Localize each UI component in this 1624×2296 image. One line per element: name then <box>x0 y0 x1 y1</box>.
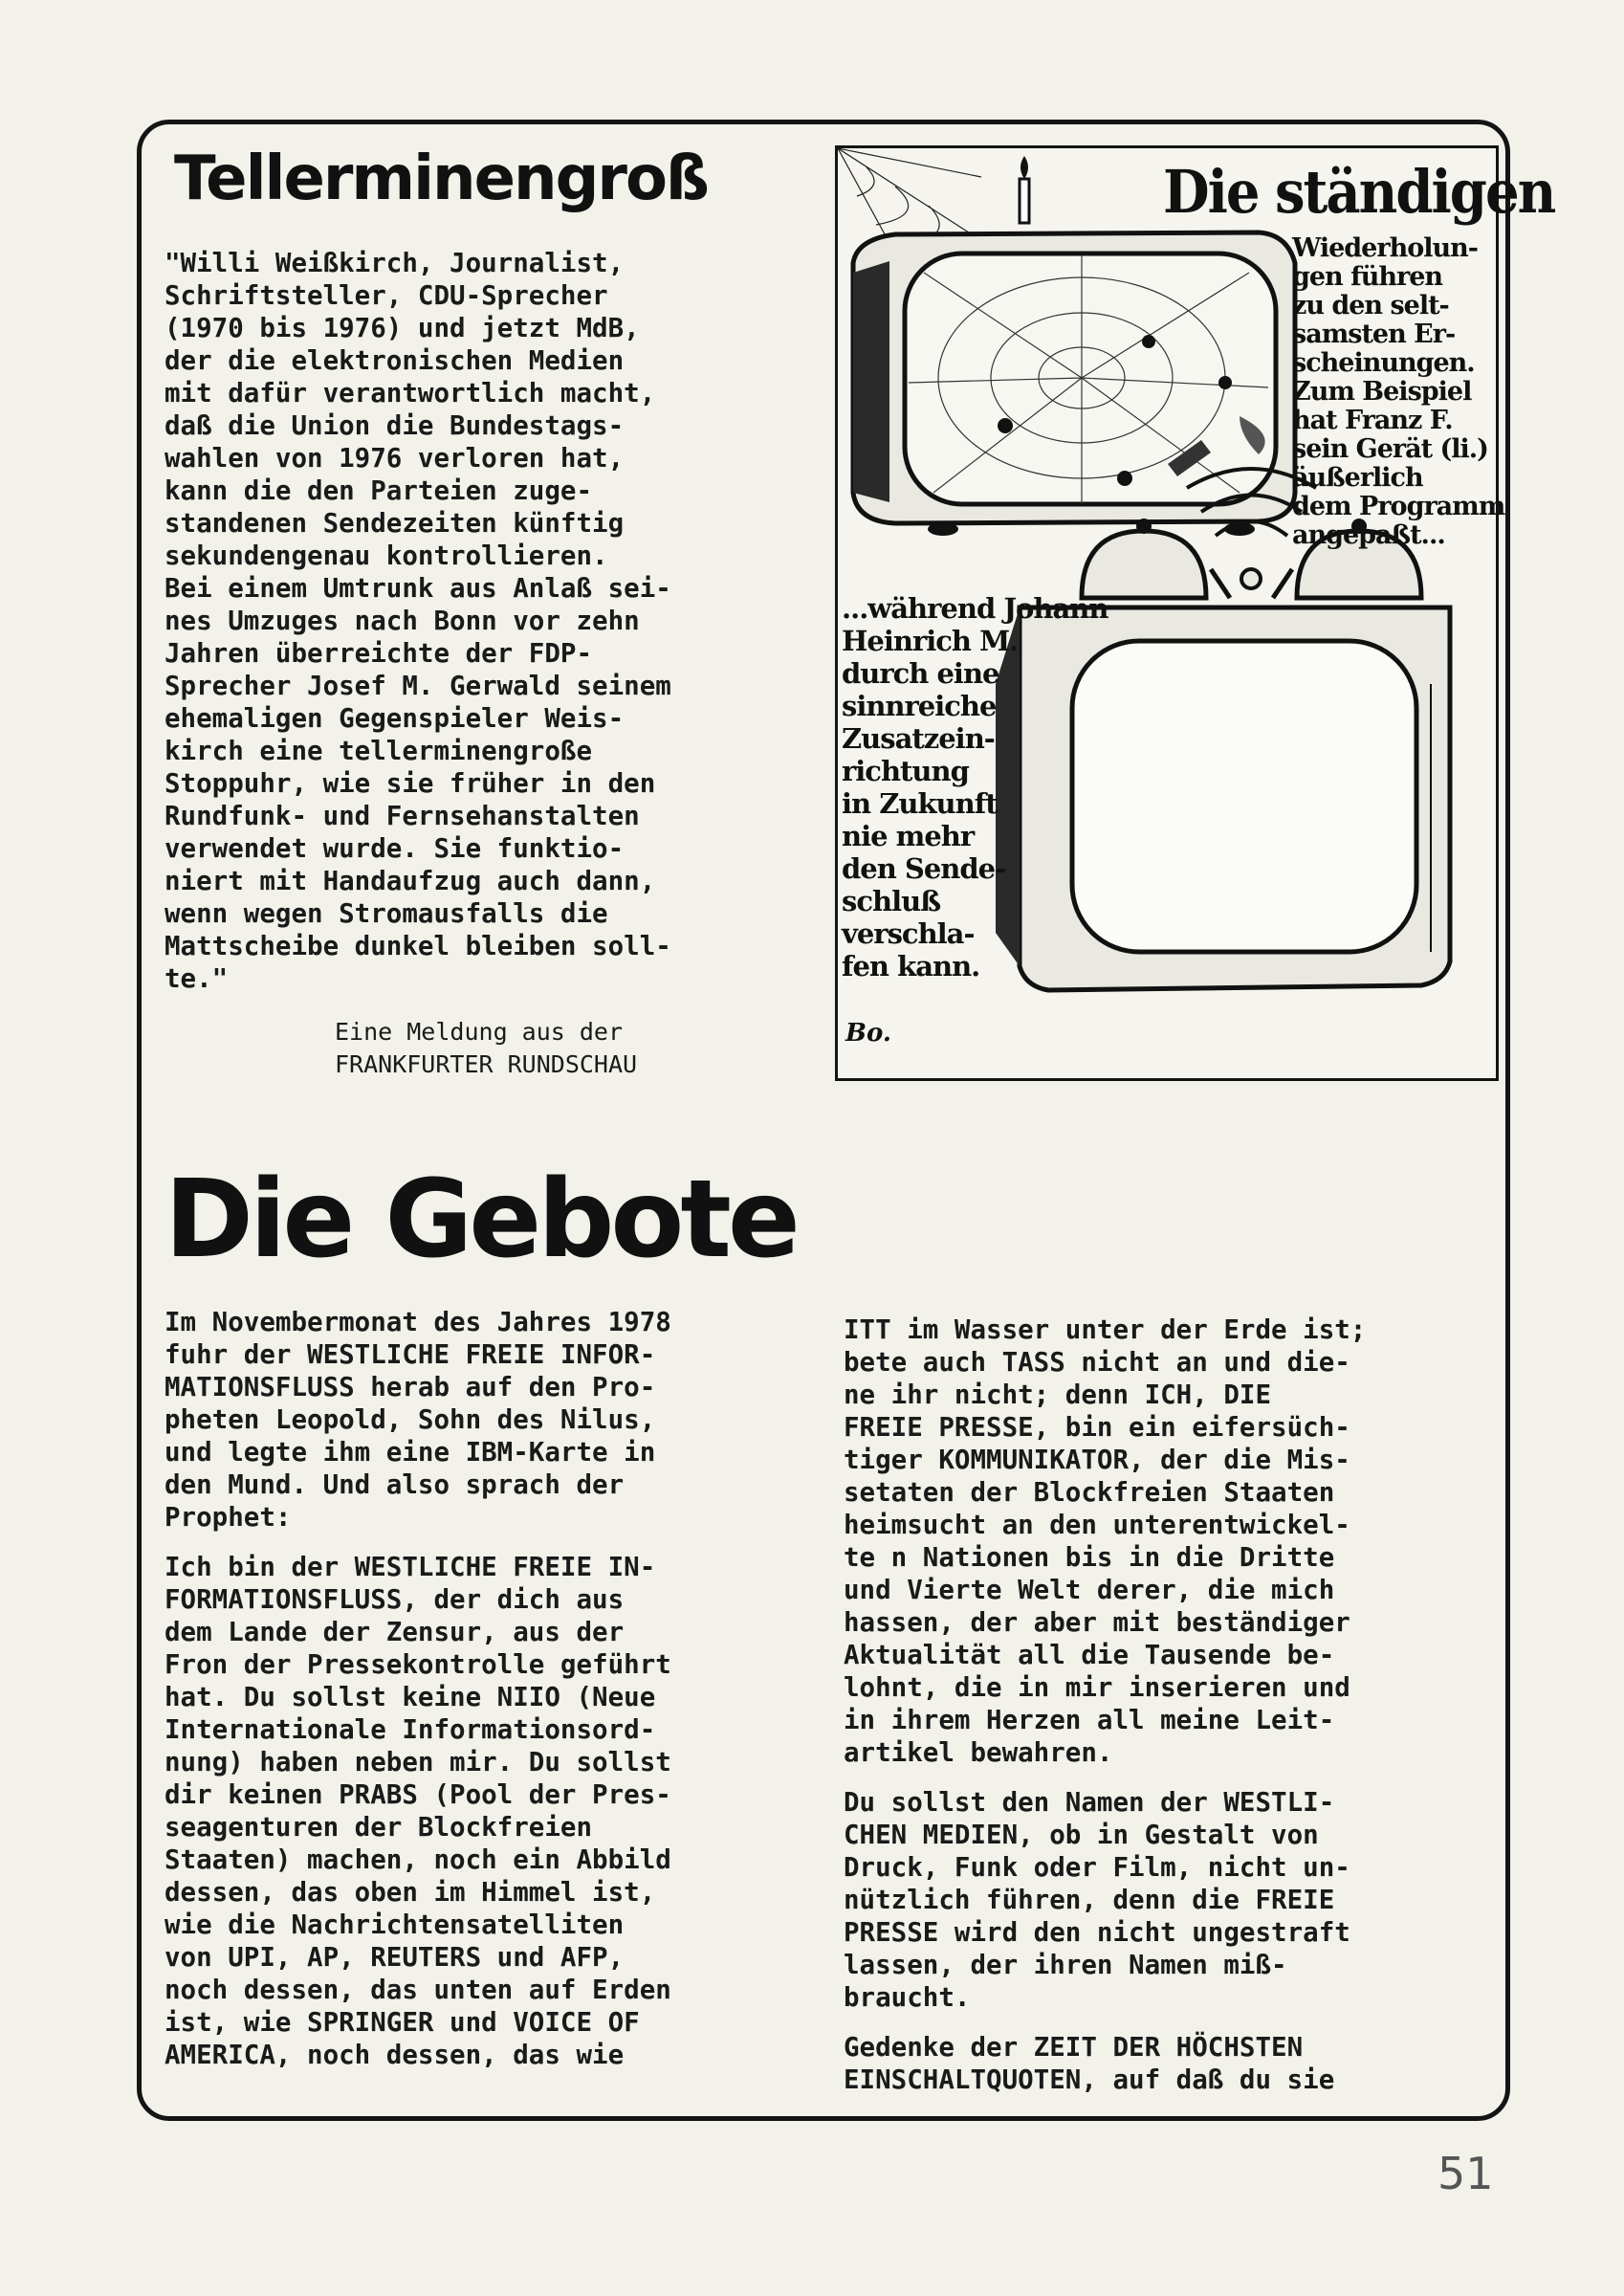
text-line: CHEN MEDIEN, ob in Gestalt von <box>844 1820 1319 1850</box>
text-line: "Willi Weißkirch, Journalist, <box>165 248 625 278</box>
text-line: in ihrem Herzen all meine Leit- <box>844 1705 1335 1735</box>
paragraph <box>844 1314 1366 1769</box>
text-line: niert mit Handaufzug auch dann, <box>165 866 656 896</box>
text-line: Prophet: <box>165 1502 292 1533</box>
text-line: PRESSE wird den nicht ungestraft <box>844 1917 1350 1948</box>
text-line: den Mund. Und also sprach der <box>165 1469 625 1500</box>
text-line: sein Gerät (li.) <box>1292 434 1488 464</box>
text-line: te." <box>165 963 229 994</box>
text-line: noch dessen, das unten auf Erden <box>165 1975 671 2005</box>
article-body-right-column <box>844 1314 1366 2113</box>
text-line: Wiederholun- <box>1292 233 1478 263</box>
cartoon-illustration <box>835 145 1555 1081</box>
paragraph <box>165 1551 671 2071</box>
text-line: Bei einem Umtrunk aus Anlaß sei- <box>165 573 671 604</box>
text-line: FORMATIONSFLUSS, der dich aus <box>165 1584 625 1615</box>
cartoon-caption-bottom <box>842 592 1108 982</box>
text-line: Stoppuhr, wie sie früher in den <box>165 768 656 799</box>
text-line: Ich bin der WESTLICHE FREIE IN- <box>165 1552 656 1582</box>
text-line: Sprecher Josef M. Gerwald seinem <box>165 671 671 701</box>
text-line: ...während Johann <box>842 592 1108 625</box>
paragraph <box>165 1306 671 1534</box>
text-line: Gedenke der ZEIT DER HÖCHSTEN <box>844 2032 1304 2063</box>
page-number: 51 <box>1437 2148 1494 2199</box>
text-line: dem Lande der Zensur, aus der <box>165 1617 625 1647</box>
text-line: Druck, Funk oder Film, nicht un- <box>844 1852 1350 1883</box>
text-line: der die elektronischen Medien <box>165 345 625 376</box>
text-line: dem Programm <box>1292 492 1505 521</box>
text-line: AMERICA, noch dessen, das wie <box>165 2040 625 2070</box>
text-line: dessen, das oben im Himmel ist, <box>165 1877 656 1908</box>
text-line: seagenturen der Blockfreien <box>165 1812 593 1843</box>
text-line: fuhr der WESTLICHE FREIE INFOR- <box>165 1339 656 1370</box>
text-line: Aktualität all die Tausende be- <box>844 1640 1335 1670</box>
text-line: in Zukunft <box>842 787 998 820</box>
text-line: wie die Nachrichtensatelliten <box>165 1910 625 1940</box>
text-line: hat. Du sollst keine NIIO (Neue <box>165 1682 656 1712</box>
text-line: Schriftsteller, CDU-Sprecher <box>165 280 608 311</box>
text-line: setaten der Blockfreien Staaten <box>844 1477 1335 1508</box>
text-line: EINSCHALTQUOTEN, auf daß du sie <box>844 2064 1335 2095</box>
text-line: Zusatzein- <box>842 722 995 755</box>
article-body-tellerminengross <box>165 247 671 995</box>
text-line: braucht. <box>844 1982 971 2013</box>
text-line: te n Nationen bis in die Dritte <box>844 1542 1335 1573</box>
text-line: Zum Beispiel <box>1292 377 1472 407</box>
text-line: zu den selt- <box>1292 291 1449 320</box>
text-line: ITT im Wasser unter der Erde ist; <box>844 1314 1367 1345</box>
article-title-tellerminengross: Tellerminengroß <box>174 144 708 214</box>
text-line: Mattscheibe dunkel bleiben soll- <box>165 931 671 961</box>
text-line: und Vierte Welt derer, die mich <box>844 1575 1335 1605</box>
text-line: angepaßt... <box>1292 520 1445 550</box>
text-line: artikel bewahren. <box>844 1737 1113 1768</box>
text-line: nützlich führen, denn die FREIE <box>844 1885 1335 1915</box>
text-line: nes Umzuges nach Bonn vor zehn <box>165 606 640 636</box>
text-line: richtung <box>842 755 969 787</box>
text-line: wenn wegen Stromausfalls die <box>165 898 608 929</box>
text-line: sinnreiche <box>842 690 997 722</box>
text-line: lohnt, die in mir inserieren und <box>844 1672 1350 1703</box>
text-line: ehemaligen Gegenspieler Weis- <box>165 703 625 734</box>
text-line: ist, wie SPRINGER und VOICE OF <box>165 2007 640 2038</box>
text-line: fen kann. <box>842 950 980 982</box>
text-line: und legte ihm eine IBM-Karte in <box>165 1437 656 1468</box>
text-line: schluß <box>842 885 941 917</box>
text-line: bete auch TASS nicht an und die- <box>844 1347 1350 1378</box>
text-line: lassen, der ihren Namen miß- <box>844 1950 1287 1980</box>
paragraph <box>844 2031 1366 2096</box>
text-line: Im Novembermonat des Jahres 1978 <box>165 1307 671 1337</box>
text-line: gen führen <box>1292 262 1442 292</box>
text-line: dir keinen PRABS (Pool der Pres- <box>165 1779 671 1810</box>
text-line: scheinungen. <box>1292 348 1475 378</box>
text-line: kirch eine tellerminengroße <box>165 736 593 766</box>
text-line: daß die Union die Bundestags- <box>165 410 625 441</box>
text-line: mit dafür verantwortlich macht, <box>165 378 656 408</box>
paragraph <box>844 1786 1366 2014</box>
text-line: nie mehr <box>842 820 975 852</box>
text-line: äußerlich <box>1292 463 1423 493</box>
text-line: MATIONSFLUSS herab auf den Pro- <box>165 1372 656 1402</box>
text-line: (1970 bis 1976) und jetzt MdB, <box>165 313 640 343</box>
text-line: wahlen von 1976 verloren hat, <box>165 443 625 474</box>
cartoon-signature: Bo. <box>845 1019 891 1048</box>
text-line: Staaten) machen, noch ein Abbild <box>165 1844 671 1875</box>
source-line: Eine Meldung aus der <box>335 1018 624 1046</box>
text-line: hat Franz F. <box>1292 406 1453 435</box>
cartoon-caption-top <box>1292 234 1504 550</box>
text-line: Fron der Pressekontrolle geführt <box>165 1649 671 1680</box>
text-line: standenen Sendezeiten künftig <box>165 508 625 539</box>
text-line: sekundengenau kontrollieren. <box>165 541 608 571</box>
text-line: Rundfunk- und Fernsehanstalten <box>165 801 640 831</box>
text-line: ne ihr nicht; denn ICH, DIE <box>844 1380 1272 1410</box>
article-source <box>335 1016 637 1081</box>
text-line: kann die den Parteien zuge- <box>165 475 593 506</box>
text-line: Internationale Informationsord- <box>165 1714 656 1745</box>
text-line: pheten Leopold, Sohn des Nilus, <box>165 1404 656 1435</box>
text-line: samsten Er- <box>1292 320 1456 349</box>
text-line: heimsucht an den unterentwickel- <box>844 1510 1350 1540</box>
text-line: verschla- <box>842 917 975 950</box>
text-line: Du sollst den Namen der WESTLI- <box>844 1787 1335 1818</box>
text-line: von UPI, AP, REUTERS und AFP, <box>165 1942 625 1973</box>
article-title-gebote: Die Gebote <box>165 1158 797 1282</box>
text-line: verwendet wurde. Sie funktio- <box>165 833 625 864</box>
text-line: durch eine <box>842 657 999 690</box>
text-line: hassen, der aber mit beständiger <box>844 1607 1350 1638</box>
article-body-left-column <box>165 1306 671 2088</box>
text-line: Jahren überreichte der FDP- <box>165 638 593 669</box>
text-line: den Sende- <box>842 852 1006 885</box>
cartoon-title: Die ständigen <box>1163 158 1555 228</box>
text-line: tiger KOMMUNIKATOR, der die Mis- <box>844 1445 1350 1475</box>
text-line: Heinrich M. <box>842 625 1019 657</box>
source-line: FRANKFURTER RUNDSCHAU <box>335 1050 638 1078</box>
text-line: FREIE PRESSE, bin ein eifersüch- <box>844 1412 1350 1443</box>
text-line: nung) haben neben mir. Du sollst <box>165 1747 671 1777</box>
